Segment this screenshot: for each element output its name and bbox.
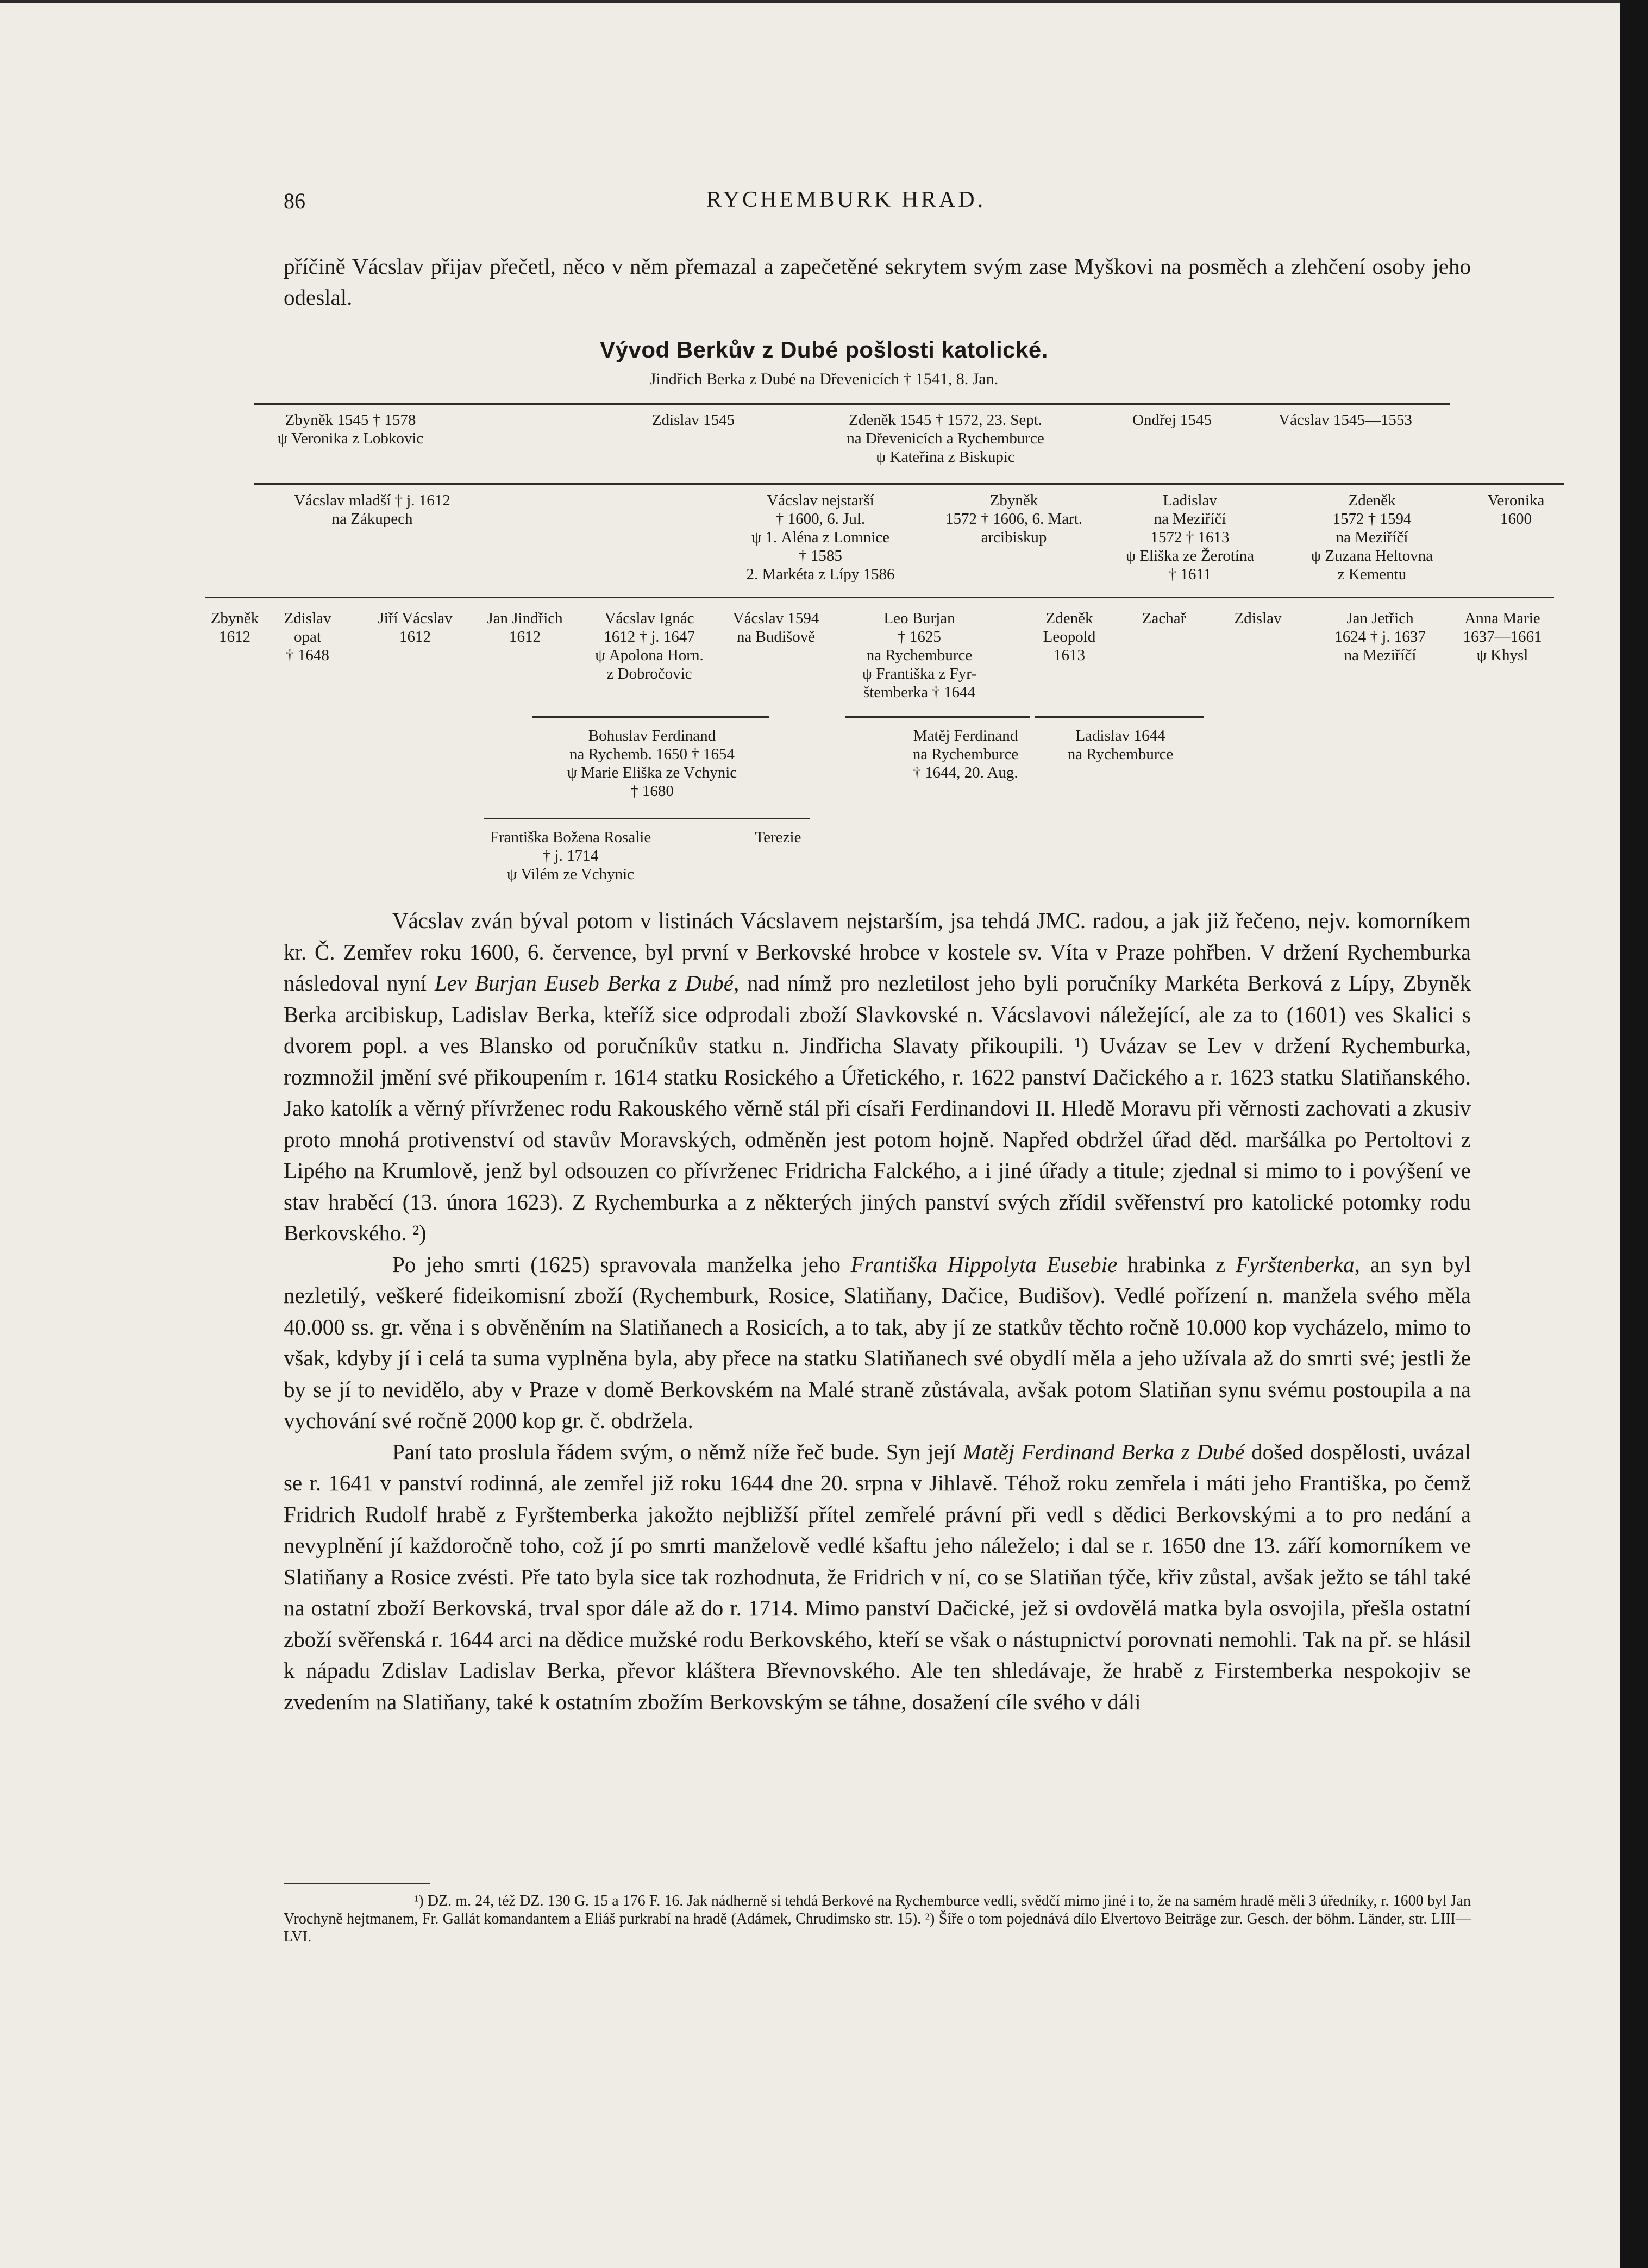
person-line: 1600 — [1500, 510, 1532, 528]
person-line: Ondřej 1545 — [1132, 411, 1212, 429]
person-line: Jan Jetřich — [1346, 610, 1414, 627]
person-line: † j. 1714 — [542, 847, 599, 864]
person-gen3-jan_jetrich — [1334, 609, 1426, 665]
person-line: ψ Františka z Fyr- — [862, 665, 977, 682]
text-run: , an syn byl nezletilý, veškeré fideikomisní zboží (Rychemburk, Rosice, Slatiňany, Dačice, Budišov). Vedlé pořízení n. manžela svého měla 40.000 ss. gr. věna i s obvěněním na Slatiňanech a Rosicích, a to tak, aby jí ze statkův těchto ročně 10.000 kop vycházelo, mimo to však, kdyby jí i celá ta suma vyplněna byla, aby přece na statku Slatiňanech své obydlí měla a jeho užívala až do smrti své; jestli že by se jí to nevidělo, aby v Praze v domě Berkovském na Malé straně zůstávala, avšak potom Slatiňan synu svému postoupila a na vychování své ročně 2000 kop gr. č. obdržela. — [284, 1251, 1471, 1433]
person-line: Zdislav — [284, 610, 331, 627]
person-line: Vácslav 1545—1553 — [1279, 411, 1412, 429]
person-line: z Dobročovic — [606, 665, 692, 682]
person-gen4-ladislav — [1068, 726, 1174, 763]
person-gen3-zbynek — [211, 609, 259, 646]
person-line: Vácslav Ignác — [604, 610, 694, 627]
person-line: Ladislav 1644 — [1075, 727, 1165, 744]
person-gen1-zdislav — [652, 411, 735, 429]
person-line: na Meziříčí — [1344, 647, 1417, 664]
text-run: , nad nímž pro nezletilost jeho byli poručníky Markéta Berková z Lípy, Zbyněk Berka arcibiskup, Ladislav Berka, kteříž sice odprodali zboží Slavkovské n. Vácslavovi náležející, ale za to (1601) ves Skalici s dvorem popl. a ves Blansko od poručníkův statku n. Jindřicha Slavaty přikoupili. ¹) Uvázav se Lev v držení Rychemburka, rozmnožil jmění své přikoupením r. 1614 statku Rosického a Úřetického, r. 1622 panství Dačického a r. 1623 statku Slatiňanského. Jako katolík a věrný přívrženec rodu Rakouského věrně stál při císaři Ferdinandovi II. Hledě Moravu při věrnosti zachovati a zkusiv proto mnohá protivenství od stavův Moravských, odměněn jest potom hojně. Napřed obdržel úřad děd. maršálka po Pertoltovi z Lipého na Krumlově, jenž byl odsouzen co přívrženec Fridricha Falckého, a i jiné úřady a titule; zjednal si mimo to i povýšení ve stav hraběcí (13. února 1623). Z Rychemburka a z některých jiných panství svých zřídil svěřenství pro katolické potomky rodu Berkovského. ²) — [284, 970, 1471, 1245]
person-gen2-vaclav_mladsi — [294, 491, 450, 528]
person-line: 1612 — [219, 628, 250, 646]
text-run: Paní tato proslula řádem svým, o němž níže řeč bude. Syn její — [392, 1439, 963, 1464]
tree-connector-line — [205, 597, 1554, 598]
person-line: na Budišově — [736, 628, 816, 646]
person-gen3-vaclav_ignac — [595, 609, 703, 683]
person-line: 2. Markéta z Lípy 1586 — [746, 566, 895, 583]
person-line: Zdislav — [1234, 610, 1282, 627]
person-gen2-veronika — [1488, 491, 1545, 528]
person-line: Vácslav nejstarší — [767, 492, 874, 509]
person-line: 1572 † 1594 — [1332, 510, 1412, 528]
person-line: na Rychemb. 1650 † 1654 — [569, 745, 735, 763]
person-line: ψ Kateřina z Biskupic — [876, 448, 1015, 466]
person-gen4-matej — [913, 726, 1019, 782]
person-gen5-terezie — [755, 828, 801, 847]
person-line: Zdeněk 1545 † 1572, 23. Sept. — [848, 411, 1043, 429]
person-gen3-jiri_vaclav — [378, 609, 452, 646]
person-gen3-vaclav_1594 — [733, 609, 819, 646]
person-line: Františka Božena Rosalie — [490, 829, 651, 846]
person-line: 1613 — [1054, 647, 1085, 664]
person-gen4-bohuslav — [567, 726, 737, 800]
person-line: Zdislav 1545 — [651, 411, 735, 429]
person-line: ψ Eliška ze Žerotína — [1125, 547, 1255, 565]
person-line: ψ Marie Eliška ze Vchynic — [567, 764, 737, 781]
person-line: arcibiskup — [981, 529, 1047, 546]
person-gen3-zdislav2 — [1235, 609, 1282, 628]
person-line: Bohuslav Ferdinand — [588, 727, 716, 744]
person-line: na Rychemburce — [866, 647, 973, 664]
person-line: Zbyněk — [210, 610, 259, 627]
intro-paragraph: příčině Vácslav přijav přečetl, něco v něm přemazal a zapečetěné sekrytem svým zase Myškovi na posměch a zlehčení osoby jeho odeslal. — [284, 254, 1471, 310]
person-line: † 1600, 6. Jul. — [775, 510, 866, 528]
person-gen1-ondrej — [1132, 411, 1212, 429]
person-gen3-jan_jindrich — [487, 609, 562, 646]
person-line: na Zákupech — [331, 510, 413, 528]
person-line: opat — [294, 628, 321, 646]
text-run: Vácslav zván býval potom v listinách Vácslavem nejstarším, jsa tehdá JMC. radou, a jak již řečeno, nejv. komorníkem kr. Č. Zemřev roku 1600, 6. července, byl první v Berkovské hrobce v kostele sv. Víta v Praze pohřben. V držení Rychemburka následoval nyní — [284, 908, 1471, 995]
person-line: Zbyněk 1545 † 1578 — [285, 411, 416, 429]
person-line: Anna Marie — [1464, 610, 1540, 627]
person-gen2-ladislav — [1126, 491, 1254, 584]
person-line: Leopold — [1043, 628, 1096, 646]
person-gen1-vaclav — [1279, 411, 1412, 429]
main-text — [284, 905, 1471, 1718]
italic-name: Františka Hippolyta Eusebie — [850, 1251, 1118, 1277]
person-line: Veronika — [1487, 492, 1545, 509]
page-number: 86 — [284, 189, 305, 213]
tree-connector-line — [484, 818, 810, 819]
person-line: † 1611 — [1168, 566, 1212, 583]
text-run: došed dospělosti, uvázal se r. 1641 v panství rodinná, ale zemřel již roku 1644 dne 20. srpna v Jihlavě. Téhož roku zemřela i máti jeho Františka, po čemž Fridrich Rudolf hrabě z Fyrštemberka jakožto nejbližší přítel zemřelé právní při vedl s dědici Berkovskými a to pro nedání a nevyplnění jí každoročně toho, což jí po smrti manželově vedlé kšaftu jeho náleželo; i dal se r. 1650 dne 13. září komorníkem ve Slatiňany a Rosice zvésti. Pře tato byla sice tak rozhodnuta, že Fridrich v ní, co se Slatiňan týče, křiv zůstal, avšak ježto se táhl také na ostatní zboží Berkovská, trval spor dále až do r. 1714. Mimo panství Dačické, jež si ovdovělá matka byla osvojila, přešla ostatní zboží svěřenská r. 1644 arci na dědice mužské rodu Berkovského, kteří se však o nástupnictví porovnati nemohli. Tak na př. se hlásil k nápadu Zdislav Ladislav Berka, převor kláštera Břevnovského. Ale ten shledávaje, že hrabě z Firstemberka nespokojiv se zvedením na Slatiňany, také k ostatním zbožím Berkovským se táhne, dosažení cíle svého v dáli — [284, 1439, 1471, 1714]
person-line: Jiří Vácslav — [378, 610, 453, 627]
person-gen3-anna_marie — [1463, 609, 1542, 665]
person-line: Vácslav 1594 — [732, 610, 819, 627]
running-head: RYCHEMBURK HRAD. — [706, 187, 986, 212]
person-line: Jan Jindřich — [487, 610, 563, 627]
person-line: † 1585 — [799, 547, 842, 565]
person-line: ψ Vilém ze Vchynic — [506, 866, 635, 883]
person-gen2-vaclav_nejstarsi — [746, 491, 894, 584]
paragraph-3 — [284, 1437, 1471, 1718]
scan-top-edge — [0, 0, 1648, 3]
person-line: ψ Apolona Horn. — [595, 647, 704, 664]
person-line: ψ Veronika z Lobkovic — [277, 430, 424, 447]
person-gen2-zdenek — [1311, 491, 1433, 584]
italic-name: Fyrštenberka — [1236, 1251, 1355, 1277]
person-line: Terezie — [755, 829, 801, 846]
person-line: † 1644, 20. Aug. — [913, 764, 1018, 781]
person-line: † 1625 — [898, 628, 941, 646]
person-gen3-leo_burjan — [862, 609, 976, 701]
person-line: ψ Khysl — [1476, 647, 1528, 664]
person-line: ψ 1. Aléna z Lomnice — [751, 529, 890, 546]
person-line: Zbyněk — [989, 492, 1038, 509]
person-line: na Meziříčí — [1336, 529, 1408, 546]
person-line: ψ Zuzana Heltovna — [1311, 547, 1433, 565]
person-line: † 1680 — [630, 782, 674, 800]
tree-connector-line — [532, 716, 769, 718]
person-line: z Kementu — [1337, 566, 1407, 583]
person-line: † 1648 — [286, 647, 329, 664]
person-line: na Rychemburce — [1067, 745, 1174, 763]
person-gen3-zdenek_leopold — [1043, 609, 1096, 665]
genealogy-root: Jindřich Berka z Dubé na Dřevenicích † 1541, 8. Jan. — [649, 370, 999, 388]
person-line: Matěj Ferdinand — [913, 727, 1018, 744]
text-run: Po jeho smrti (1625) spravovala manželka jeho — [392, 1251, 851, 1277]
text-run: hrabinka z — [1117, 1251, 1236, 1277]
person-gen1-zdenek — [847, 411, 1044, 466]
footnote-rule — [284, 1883, 430, 1884]
tree-connector-line — [254, 403, 1450, 405]
person-line: Zdeněk — [1045, 610, 1093, 627]
person-gen5-frantiska — [490, 828, 651, 884]
paragraph-1 — [284, 905, 1471, 1249]
italic-name: Matěj Ferdinand Berka z Dubé — [962, 1439, 1245, 1464]
person-gen1-zbynek — [278, 411, 424, 448]
person-line: na Rychemburce — [912, 745, 1019, 763]
person-line: 1624 † j. 1637 — [1334, 628, 1426, 646]
tree-connector-line — [254, 483, 1564, 485]
person-line: na Meziříčí — [1154, 510, 1226, 528]
person-gen3-zachar — [1142, 609, 1186, 628]
person-line: Zachař — [1142, 610, 1186, 627]
person-line: 1612 — [399, 628, 431, 646]
person-line: Ladislav — [1163, 492, 1217, 509]
person-line: 1612 † j. 1647 — [604, 628, 695, 646]
person-line: 1637—1661 — [1463, 628, 1542, 646]
person-line: 1572 † 1613 — [1150, 529, 1230, 546]
person-line: na Dřevenicích a Rychemburce — [847, 430, 1044, 447]
person-line: 1612 — [509, 628, 541, 646]
person-line: Vácslav mladší † j. 1612 — [294, 492, 450, 509]
paragraph-2 — [284, 1249, 1471, 1437]
italic-name: Lev Burjan Euseb Berka z Dubé — [434, 970, 734, 995]
footnotes: ¹) DZ. m. 24, též DZ. 130 G. 15 a 176 F. 16. Jak nádherně si tehdá Berkové na Rychemburce vedli, svědčí mimo jiné i to, že na samém hradě měli 3 úředníky, r. 1600 byl Jan Vrochyně hejtmanem, Fr. Gallát komandantem a Eliáš purkrabí na hradě (Adámek, Chrudimsko str. 15). ²) Šíře o tom pojednává dílo Elvertovo Beiträge zur. Gesch. der böhm. Länder, str. LIII—LVI. — [284, 1893, 1471, 1945]
person-gen2-zbynek — [945, 491, 1082, 547]
genealogy-title: Vývod Berkův z Dubé pošlosti katolické. — [600, 337, 1048, 362]
tree-connector-line — [1035, 716, 1204, 718]
tree-connector-line — [845, 716, 1030, 718]
person-gen3-zdislav — [284, 609, 331, 665]
person-line: štemberka † 1644 — [863, 684, 976, 701]
person-line: 1572 † 1606, 6. Mart. — [945, 510, 1083, 528]
person-line: Zdeněk — [1348, 492, 1396, 509]
person-line: Leo Burjan — [883, 610, 955, 627]
